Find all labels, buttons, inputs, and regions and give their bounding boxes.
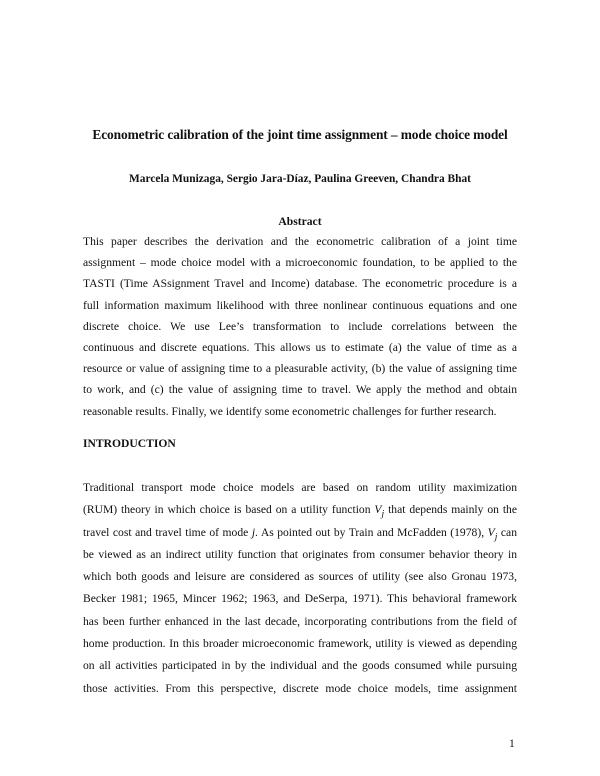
utility-function-subscript: j <box>494 530 498 542</box>
intro-line: those activities. From this perspective, discrete mode choice models, time assignment <box>83 681 517 695</box>
abstract-line: assignment – mode choice model with a microeconomic foundation, to be applied to the <box>83 256 517 270</box>
introduction-heading: INTRODUCTION <box>83 437 176 450</box>
abstract-line: reasonable results. Finally, we identify some econometric challenges for further research. <box>83 404 497 418</box>
abstract-line: TASTI (Time ASsignment Travel and Income) database. The econometric procedure is a <box>83 277 517 291</box>
intro-line: be viewed as an indirect utility function that originates from consumer behavior theory in <box>83 547 517 561</box>
abstract-line: continuous and discrete equations. This allows us to estimate (a) the value of time as a <box>83 340 517 354</box>
intro-line: Traditional transport mode choice models are based on random utility maximization <box>83 481 517 494</box>
intro-text: . As pointed out by Train and McFadden (1978), <box>255 525 488 539</box>
utility-function-symbol: V <box>374 503 382 517</box>
intro-text: that depends mainly on the <box>384 503 517 517</box>
intro-text: travel cost and travel time of mode <box>83 525 252 539</box>
abstract-body <box>83 231 517 422</box>
intro-text: (RUM) theory in which choice is based on a utility function <box>83 503 375 517</box>
intro-line-with-math <box>83 522 517 544</box>
abstract-heading: Abstract <box>278 215 322 228</box>
intro-line: Becker 1981; 1965, Mincer 1962; 1963, and DeSerpa, 1971). This behavioral framework <box>83 592 517 606</box>
intro-line-with-math <box>83 499 517 521</box>
author-list: Marcela Munizaga, Sergio Jara-Díaz, Paulina Greeven, Chandra Bhat <box>129 173 471 185</box>
abstract-line: This paper describes the derivation and the econometric calibration of a joint time <box>83 235 517 248</box>
intro-line: home production. In this broader microeconomic framework, utility is viewed as depending <box>83 637 517 651</box>
abstract-line: full information maximum likelihood with three nonlinear continuous equations and one <box>83 298 517 312</box>
mode-index-symbol: j <box>251 525 256 539</box>
abstract-line: discrete choice. We use Lee’s transformation to include correlations between the <box>83 319 517 333</box>
intro-line: has been further enhanced in the last decade, incorporating contributions from the field of <box>83 614 517 628</box>
paper-title: Econometric calibration of the joint time assignment – mode choice model <box>92 127 508 142</box>
intro-line: which both goods and leisure are considered as sources of utility (see also Gronau 1973, <box>83 570 517 584</box>
page-number: 1 <box>509 737 515 750</box>
utility-function-subscript: j <box>381 508 385 520</box>
intro-text: can <box>497 525 517 539</box>
abstract-line: resource or value of assigning time to a pleasurable activity, (b) the value of assigning time <box>83 362 517 376</box>
intro-line: on all activities participated in by the individual and the goods consumed while pursuing <box>83 659 517 673</box>
utility-function-symbol: V <box>487 525 495 539</box>
introduction-body <box>83 477 517 700</box>
abstract-line: to work, and (c) the value of assigning time to travel. We apply the method and obtain <box>83 383 517 397</box>
